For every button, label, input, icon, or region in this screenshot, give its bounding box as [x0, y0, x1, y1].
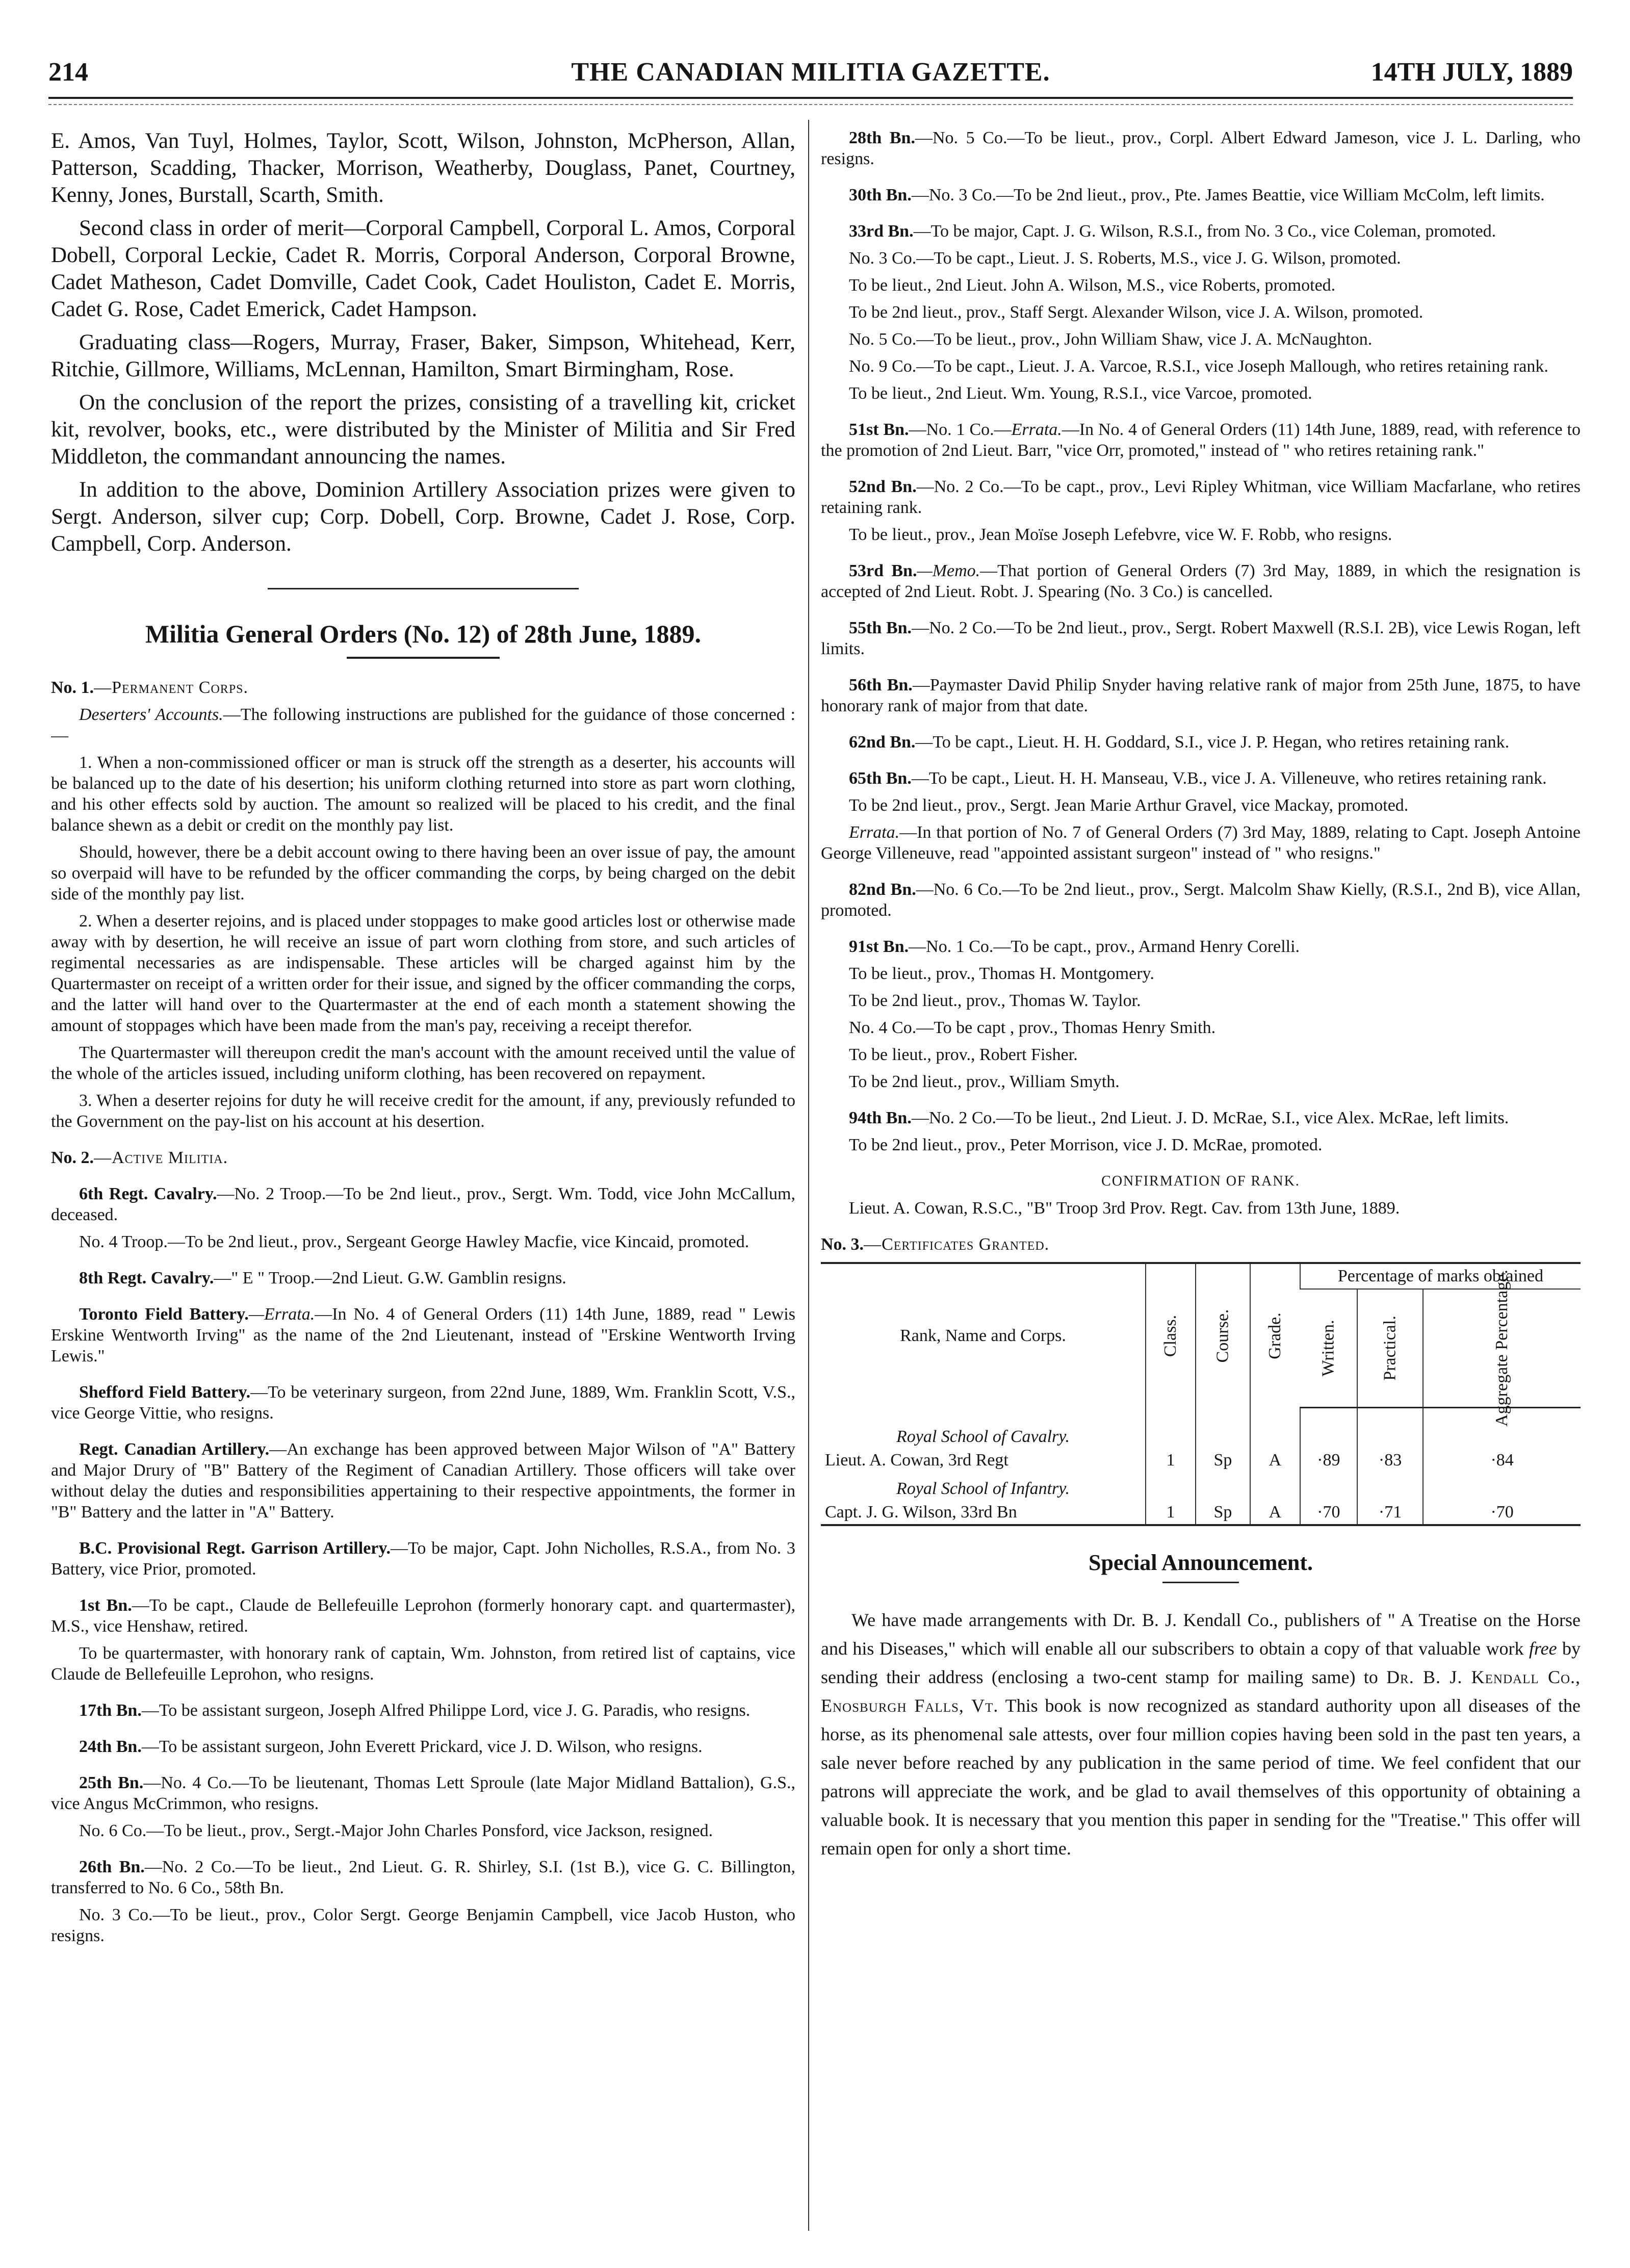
no1-heading: No. 1.—Permanent Corps.	[51, 678, 249, 697]
order-bc-artillery: B.C. Provisional Regt. Garrison Artillery.—To be major, Capt. John Nicholles, R.S.A., from No. 3 Battery, vice Prior, promoted.	[51, 1539, 795, 1579]
order-62nd-bn: 62nd Bn.—To be capt., Lieut. H. H. Goddard, S.I., vice J. P. Hegan, who retires retaining rank.	[849, 733, 1510, 752]
prizes-paragraph: On the conclusion of the report the prizes, consisting of a travelling kit, cricket kit, revolver, books, etc., were distributed by the Minister of Militia and Sir Fred Middleton, the commandant announcing the names.	[51, 391, 795, 469]
order-1st-bn-2: To be quartermaster, with honorary rank of captain, Wm. Johnston, from retired list of captains, vice Claude de Bellefeuille Leprohon, who resigns.	[51, 1644, 795, 1684]
order-toronto-battery: Toronto Field Battery.—Errata.—In No. 4 of General Orders (11) 14th June, 1889, read " Lewis Erskine Wentworth Irving" as the name of the 2nd Lieutenant, instead of "Erskine Wentworth Irving Lewis."	[51, 1305, 795, 1365]
row-course: Sp	[1196, 1449, 1250, 1472]
order-8th-cavalry: 8th Regt. Cavalry.—" E " Troop.—2nd Lieut. G.W. Gamblin resigns.	[79, 1269, 566, 1287]
col-header-aggregate: Aggregate Percentage.	[1423, 1289, 1581, 1408]
special-announcement-heading: Special Announcement.	[1088, 1550, 1313, 1575]
cadet-list: E. Amos, Van Tuyl, Holmes, Taylor, Scott, Wilson, Johnston, McPherson, Allan, Patterson, Scadding, Thacker, Morrison, Weatherby, Douglass, Panet, Courtney, Kenny, Jones, Burstall, Scarth, Smith.	[51, 129, 795, 207]
order-65th-bn-2: To be 2nd lieut., prov., Sergt. Jean Marie Arthur Gravel, vice Mackay, promoted.	[849, 796, 1409, 815]
order-25th-bn-2: No. 6 Co.—To be lieut., prov., Sergt.-Major John Charles Ponsford, vice Jackson, resigned.	[79, 1821, 713, 1840]
order-33rd-bn-l6: To be lieut., 2nd Lieut. Wm. Young, R.S.I., vice Varcoe, promoted.	[849, 384, 1312, 403]
order-30th-bn: 30th Bn.—No. 3 Co.—To be 2nd lieut., prov., Pte. James Beattie, vice William McColm, left limits.	[849, 186, 1545, 204]
no3-heading: No. 3.—Certificates Granted.	[821, 1235, 1050, 1254]
col-header-class: Class.	[1146, 1263, 1196, 1408]
order-25th-bn: 25th Bn.—No. 4 Co.—To be lieutenant, Thomas Lett Sproule (late Major Midland Battalion), G.S., vice Angus McCrimmon, who resigns.	[51, 1773, 795, 1813]
col-header-written: Written.	[1300, 1289, 1357, 1408]
row-grade: A	[1250, 1501, 1300, 1525]
right-column	[821, 127, 1581, 2237]
order-6th-cavalry-no4: No. 4 Troop.—To be 2nd lieut., prov., Sergeant George Hawley Macfie, vice Kincaid, promoted.	[79, 1232, 749, 1251]
order-1st-bn: 1st Bn.—To be capt., Claude de Bellefeuille Leprohon (formerly honorary capt. and quartermaster), M.S., vice Henshaw, retired.	[51, 1596, 795, 1636]
no2-heading: No. 2.—Active Militia.	[51, 1148, 228, 1167]
page-number: 214	[48, 58, 88, 87]
col-header-percentage: Percentage of marks obtained	[1300, 1263, 1581, 1289]
col-header-grade: Grade.	[1250, 1263, 1300, 1408]
newspaper-title: THE CANADIAN MILITIA GAZETTE.	[571, 58, 1050, 87]
row-practical: ·83	[1357, 1449, 1423, 1472]
order-82nd-bn: 82nd Bn.—No. 6 Co.—To be 2nd lieut., prov., Sergt. Malcolm Shaw Kielly, (R.S.I., 2nd B), vice Allan, promoted.	[821, 880, 1581, 920]
left-column	[51, 127, 795, 2237]
order-91st-bn-l5: To be 2nd lieut., prov., William Smyth.	[849, 1072, 1120, 1091]
order-94th-bn: 94th Bn.—No. 2 Co.—To be lieut., 2nd Lieut. J. D. McRae, S.I., vice Alex. McRae, left limits.	[849, 1109, 1509, 1127]
masthead-rule	[48, 97, 1573, 99]
second-class-list: Second class in order of merit—Corporal Campbell, Corporal L. Amos, Corporal Dobell, Corporal Leckie, Cadet R. Morris, Corporal Anderson, Corporal Browne, Cadet Matheson, Cadet Domville, Cadet Cook, Cadet Houliston, Cadet E. Morris, Cadet G. Rose, Cadet Emerick, Cadet Hampson.	[51, 216, 795, 321]
order-91st-bn: 91st Bn.—No. 1 Co.—To be capt., prov., Armand Henry Corelli.	[849, 937, 1300, 956]
column-separator	[808, 120, 809, 2231]
order-canadian-artillery: Regt. Canadian Artillery.—An exchange has been approved between Major Wilson of "A" Battery and Major Drury of "B" Battery of the Regiment of Canadian Artillery. Those officers will take over without delay the duties and responsibilities appertaining to their respective appointments, the former in "B" Battery and the latter in "A" Battery.	[51, 1440, 795, 1522]
row-class: 1	[1146, 1449, 1196, 1472]
certificates-table	[821, 1262, 1581, 1526]
special-announcement-text: We have made arrangements with Dr. B. J. Kendall Co., publishers of " A Treatise on the Horse and his Diseases," which will enable all our subscribers to obtain a copy of that valuable work free by sending their address (enclosing a two-cent stamp for mailing same) to Dr. B. J. Kendall Co., Enosburgh Falls, Vt. This book is now recognized as standard authority upon all diseases of the horse, as its phenomenal sale attests, over four million copies having been sold in the past ten years, a sale never before reached by any publication in the same period of time. We feel confident that our patrons will appreciate the work, and be glad to avail themselves of this opportunity of obtaining a valuable book. It is necessary that you mention this paper in sending for the "Treatise." This offer will remain open for only a short time.	[821, 1609, 1581, 1859]
school-infantry: Royal School of Infantry.	[896, 1479, 1070, 1498]
order-91st-bn-l2: To be 2nd lieut., prov., Thomas W. Taylor.	[849, 991, 1141, 1010]
announcement-rule	[1162, 1582, 1239, 1583]
section-divider	[268, 588, 579, 589]
order-33rd-bn: 33rd Bn.—To be major, Capt. J. G. Wilson, R.S.I., from No. 3 Co., vice Coleman, promoted.	[849, 222, 1496, 241]
masthead-rule-dashed	[48, 104, 1573, 105]
table-subheading-row	[821, 1472, 1581, 1501]
order-51st-bn: 51st Bn.—No. 1 Co.—Errata.—In No. 4 of General Orders (11) 14th June, 1889, read, with reference to the promotion of 2nd Lieut. Barr, "vice Orr, promoted," instead of " who retires retaining rank."	[821, 420, 1581, 460]
order-55th-bn: 55th Bn.—No. 2 Co.—To be 2nd lieut., prov., Sergt. Robert Maxwell (R.S.I. 2B), vice Lewis Rogan, left limits.	[821, 618, 1581, 658]
row-aggregate: ·84	[1423, 1449, 1581, 1472]
order-33rd-bn-l2: To be lieut., 2nd Lieut. John A. Wilson, M.S., vice Roberts, promoted.	[849, 276, 1336, 295]
order-28th-bn: 28th Bn.—No. 5 Co.—To be lieut., prov., Corpl. Albert Edward Jameson, vice J. L. Darling, who resigns.	[821, 128, 1581, 168]
row-class: 1	[1146, 1501, 1196, 1525]
deserters-p3: 2. When a deserter rejoins, and is placed under stoppages to make good articles lost or otherwise made away with by desertion, he will receive an issue of part worn clothing from store, and such articles of regimental necessaries as are indispensable. These articles will be charged against him by the Quartermaster on receipt of a written order for their issue, and signed by the officer commanding the corps, and the latter will hand over to the Quartermaster at the end of each month a statement showing the amount of stoppages which have been made from the man's pay, receiving a receipt therefor.	[51, 912, 795, 1035]
order-17th-bn: 17th Bn.—To be assistant surgeon, Joseph Alfred Philippe Lord, vice J. G. Paradis, who resigns.	[79, 1701, 751, 1720]
school-cavalry: Royal School of Cavalry.	[896, 1427, 1070, 1446]
order-91st-bn-l3: No. 4 Co.—To be capt , prov., Thomas Henry Smith.	[849, 1018, 1216, 1037]
confirmation-heading: CONFIRMATION OF RANK.	[1101, 1173, 1300, 1189]
order-52nd-bn-2: To be lieut., prov., Jean Moïse Joseph Lefebvre, vice W. F. Robb, who resigns.	[849, 525, 1392, 544]
heading-rule	[347, 657, 500, 659]
row-aggregate: ·70	[1423, 1501, 1581, 1525]
deserters-intro: Deserters' Accounts.—The following instructions are published for the guidance of those concerned :—	[51, 705, 795, 745]
row-name: Lieut. A. Cowan, 3rd Regt	[825, 1450, 1008, 1470]
general-orders-heading: Militia General Orders (No. 12) of 28th June, 1889.	[145, 620, 702, 648]
order-53rd-bn: 53rd Bn.—Memo.—That portion of General Orders (7) 3rd May, 1889, in which the resignation is accepted of 2nd Lieut. Robt. J. Spearing (No. 3 Co.) is cancelled.	[821, 561, 1581, 601]
order-33rd-bn-l4: No. 5 Co.—To be lieut., prov., John William Shaw, vice J. A. McNaughton.	[849, 330, 1373, 349]
order-56th-bn: 56th Bn.—Paymaster David Philip Snyder having relative rank of major from 25th June, 1875, to have honorary rank of major from that date.	[821, 676, 1581, 715]
row-grade: A	[1250, 1449, 1300, 1472]
order-33rd-bn-l5: No. 9 Co.—To be capt., Lieut. J. A. Varcoe, R.S.I., vice Joseph Mallough, who retires retaining rank.	[849, 357, 1548, 376]
order-65th-bn: 65th Bn.—To be capt., Lieut. H. H. Manseau, V.B., vice J. A. Villeneuve, who retires retaining rank.	[849, 769, 1547, 788]
deserters-p5: 3. When a deserter rejoins for duty he will receive credit for the amount, if any, previously refunded to the Government on the pay-list on his account at his desertion.	[51, 1091, 795, 1131]
confirmation-text: Lieut. A. Cowan, R.S.C., "B" Troop 3rd Prov. Regt. Cav. from 13th June, 1889.	[849, 1199, 1400, 1218]
order-26th-bn-2: No. 3 Co.—To be lieut., prov., Color Sergt. George Benjamin Campbell, vice Jacob Huston, who resigns.	[51, 1905, 795, 1945]
issue-date: 14TH JULY, 1889	[1370, 58, 1573, 87]
order-6th-cavalry: 6th Regt. Cavalry.—No. 2 Troop.—To be 2nd lieut., prov., Sergt. Wm. Todd, vice John McCallum, deceased.	[51, 1184, 795, 1224]
col-header-course: Course.	[1196, 1263, 1250, 1408]
table-row	[821, 1501, 1581, 1525]
order-24th-bn: 24th Bn.—To be assistant surgeon, John Everett Prickard, vice J. D. Wilson, who resigns.	[79, 1737, 703, 1756]
deserters-p4: The Quartermaster will thereupon credit the man's account with the amount received until the value of the whole of the articles issued, including uniform clothing, has been recovered on repayment.	[51, 1043, 795, 1083]
order-52nd-bn: 52nd Bn.—No. 2 Co.—To be capt., prov., Levi Ripley Whitman, vice William Macfarlane, who retires retaining rank.	[821, 477, 1581, 517]
col-header-practical: Practical.	[1357, 1289, 1423, 1408]
order-33rd-bn-l1: No. 3 Co.—To be capt., Lieut. J. S. Roberts, M.S., vice J. G. Wilson, promoted.	[849, 249, 1401, 268]
order-65th-bn-errata: Errata.—In that portion of No. 7 of General Orders (7) 3rd May, 1889, relating to Capt. Joseph Antoine George Villeneuve, read "appointed assistant surgeon" instead of " who resigns."	[821, 823, 1581, 863]
table-row	[821, 1449, 1581, 1472]
artillery-prizes-paragraph: In addition to the above, Dominion Artillery Association prizes were given to Sergt. Anderson, silver cup; Corp. Dobell, Corp. Browne, Cadet J. Rose, Corp. Campbell, Corp. Anderson.	[51, 478, 795, 556]
row-course: Sp	[1196, 1501, 1250, 1525]
order-94th-bn-2: To be 2nd lieut., prov., Peter Morrison, vice J. D. McRae, promoted.	[849, 1136, 1323, 1154]
masthead	[48, 57, 1573, 98]
row-written: ·89	[1300, 1449, 1357, 1472]
row-name: Capt. J. G. Wilson, 33rd Bn	[821, 1501, 1146, 1525]
order-91st-bn-l4: To be lieut., prov., Robert Fisher.	[849, 1045, 1078, 1064]
order-91st-bn-l1: To be lieut., prov., Thomas H. Montgomery.	[849, 964, 1154, 983]
order-26th-bn: 26th Bn.—No. 2 Co.—To be lieut., 2nd Lieut. G. R. Shirley, S.I. (1st B.), vice G. C. Billington, transferred to No. 6 Co., 58th Bn.	[51, 1858, 795, 1897]
order-33rd-bn-l3: To be 2nd lieut., prov., Staff Sergt. Alexander Wilson, vice J. A. Wilson, promoted.	[849, 303, 1424, 322]
table-subheading-row	[821, 1408, 1581, 1449]
graduating-class-list: Graduating class—Rogers, Murray, Fraser, Baker, Simpson, Whitehead, Kerr, Ritchie, Gillmore, Williams, McLennan, Hamilton, Smart Birmingham, Rose.	[51, 330, 795, 381]
order-shefford-battery: Shefford Field Battery.—To be veterinary surgeon, from 22nd June, 1889, Wm. Franklin Scott, V.S., vice George Vittie, who resigns.	[51, 1383, 795, 1423]
row-written: ·70	[1300, 1501, 1357, 1525]
deserters-p1: 1. When a non-commissioned officer or man is struck off the strength as a deserter, his accounts will be balanced up to the date of his desertion; his uniform clothing returned into store as part worn clothing, and his other effects sold by auction. The amount so realized will be placed to his credit, and the final balance shewn as a debit or credit on the monthly pay list.	[51, 753, 795, 835]
col-header-name: Rank, Name and Corps.	[821, 1263, 1146, 1408]
row-practical: ·71	[1357, 1501, 1423, 1525]
deserters-p2: Should, however, there be a debit account owing to there having been an over issue of pay, the amount so overpaid will have to be refunded by the officer commanding the corps, by being charged on the debit side of the monthly pay list.	[51, 843, 795, 904]
